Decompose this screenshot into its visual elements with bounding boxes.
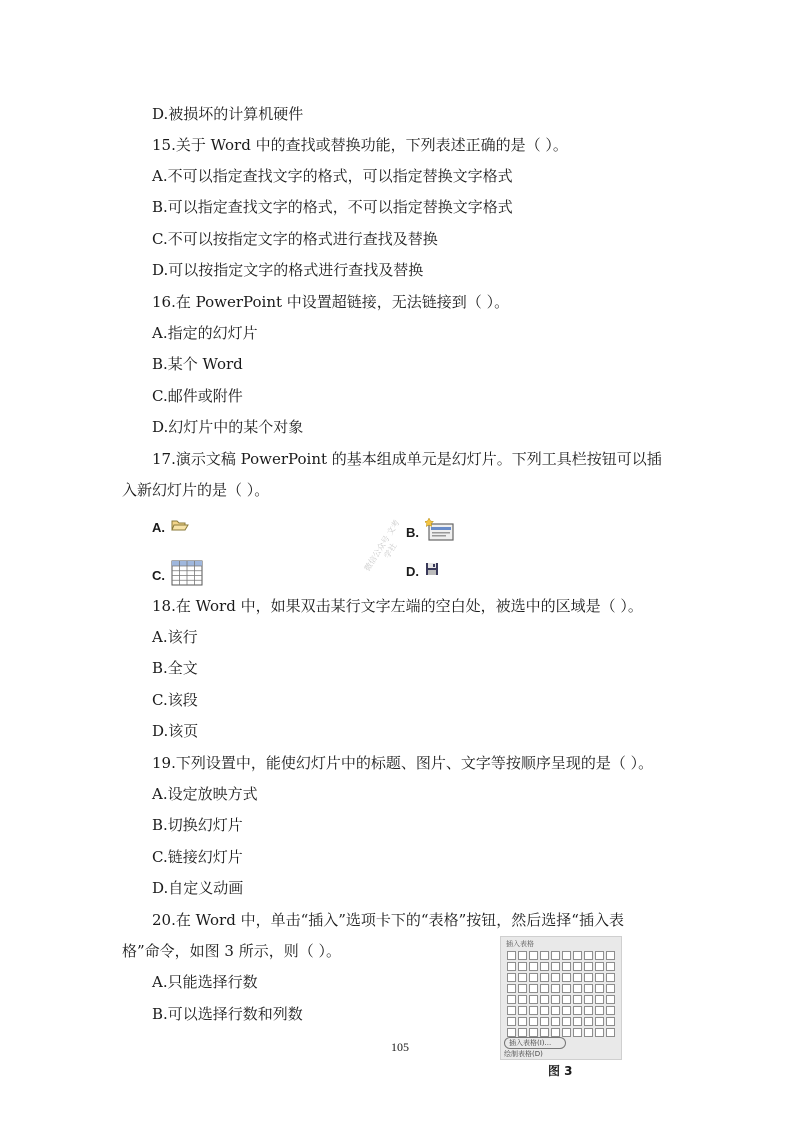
q17-option-b-label: B. [406,524,419,540]
q17-option-a-label: A. [152,519,165,535]
q19-stem: 19.下列设置中，能使幻灯片中的标题、图片、文字等按顺序呈现的是（ ）。 [152,754,654,772]
q17-option-c [152,560,203,591]
grid-cell [551,951,560,960]
q16-option-d: D.幻灯片中的某个对象 [152,418,304,436]
grid-cell [507,1017,516,1026]
grid-cell [584,995,593,1004]
grid-cell [606,995,615,1004]
grid-cell [529,951,538,960]
q18-option-d: D.该页 [152,722,199,740]
grid-cell [584,984,593,993]
grid-cell [584,1006,593,1015]
draw-table-menu-item: 绘制表格(D) [504,1050,543,1058]
grid-cell [507,973,516,982]
q16-option-c: C.邮件或附件 [152,387,243,405]
grid-cell [584,1017,593,1026]
q14-option-d: D.被损坏的计算机硬件 [152,105,304,123]
q19-option-c: C.链接幻灯片 [152,848,243,866]
grid-cell [551,973,560,982]
grid-cell [595,1017,604,1026]
grid-cell [595,1006,604,1015]
grid-cell [584,1028,593,1037]
q15-stem: 15.关于 Word 中的查找或替换功能，下列表述正确的是（ ）。 [152,136,568,154]
table-size-grid [507,951,615,1037]
grid-cell [573,951,582,960]
q20-option-a: A.只能选择行数 [152,973,258,991]
grid-cell [606,984,615,993]
grid-cell [573,984,582,993]
grid-cell [606,1028,615,1037]
grid-cell [573,995,582,1004]
grid-cell [540,1028,549,1037]
grid-cell [507,962,516,971]
q17-stem-line2: 入新幻灯片的是（ ）。 [122,481,270,499]
q15-option-b: B.可以指定查找文字的格式，不可以指定替换文字格式 [152,198,513,216]
grid-cell [562,1006,571,1015]
grid-cell [518,951,527,960]
grid-cell [562,973,571,982]
grid-cell [540,984,549,993]
q18-option-a: A.该行 [152,628,198,646]
table-grid-icon [171,560,203,591]
grid-cell [562,995,571,1004]
grid-cell [584,951,593,960]
grid-cell [562,951,571,960]
grid-cell [540,1017,549,1026]
grid-cell [562,984,571,993]
grid-cell [573,1028,582,1037]
q17-stem-line1: 17.演示文稿 PowerPoint 的基本组成单元是幻灯片。下列工具栏按钮可以插 [152,450,662,468]
q19-option-a: A.设定放映方式 [152,785,258,803]
grid-cell [507,995,516,1004]
grid-cell [573,962,582,971]
q18-option-c: C.该段 [152,691,198,709]
grid-cell [595,995,604,1004]
grid-cell [606,973,615,982]
grid-cell [551,1017,560,1026]
grid-cell [507,1006,516,1015]
q17-option-d-label: D. [406,563,419,579]
q20-stem-line1: 20.在 Word 中，单击“插入”选项卡下的“表格”按钮，然后选择“插入表 [152,911,624,929]
figure-title: 插入表格 [506,940,534,948]
grid-cell [595,1028,604,1037]
grid-cell [540,951,549,960]
grid-cell [540,973,549,982]
grid-cell [529,995,538,1004]
grid-cell [606,1017,615,1026]
q15-option-a: A.不可以指定查找文字的格式，可以指定替换文字格式 [152,167,513,185]
q16-option-a: A.指定的幻灯片 [152,324,258,342]
grid-cell [529,962,538,971]
q20-option-b: B.可以选择行数和列数 [152,1005,303,1023]
grid-cell [595,951,604,960]
grid-cell [540,1006,549,1015]
q15-option-d: D.可以按指定文字的格式进行查找及替换 [152,261,424,279]
grid-cell [584,973,593,982]
q17-option-a [152,518,189,537]
grid-cell [507,984,516,993]
grid-cell [518,962,527,971]
grid-cell [529,984,538,993]
grid-cell [518,1028,527,1037]
open-folder-icon [171,518,189,537]
watermark: 微信公众号 文考学社 [362,518,402,573]
grid-cell [551,1006,560,1015]
grid-cell [595,962,604,971]
grid-cell [562,1028,571,1037]
grid-cell [507,1028,516,1037]
grid-cell [595,984,604,993]
grid-cell [540,995,549,1004]
grid-cell [529,973,538,982]
grid-cell [518,995,527,1004]
insert-table-menu-item: 插入表格(I)... [504,1037,566,1049]
q19-option-b: B.切换幻灯片 [152,816,243,834]
grid-cell [518,1006,527,1015]
q16-option-b: B.某个 Word [152,355,243,373]
q16-stem: 16.在 PowerPoint 中设置超链接，无法链接到（ ）。 [152,293,510,311]
figure-caption: 图 3 [548,1064,573,1078]
q20-stem-line2: 格”命令，如图 3 所示，则（ ）。 [122,942,342,960]
grid-cell [518,984,527,993]
grid-cell [518,1017,527,1026]
q17-option-c-label: C. [152,567,165,583]
grid-cell [529,1028,538,1037]
page-number: 105 [391,1040,409,1054]
grid-cell [595,973,604,982]
grid-cell [551,984,560,993]
grid-cell [518,973,527,982]
grid-cell [507,951,516,960]
grid-cell [573,1006,582,1015]
grid-cell [584,962,593,971]
grid-cell [606,962,615,971]
q19-option-d: D.自定义动画 [152,879,244,897]
q18-option-b: B.全文 [152,659,198,677]
grid-cell [562,1017,571,1026]
grid-cell [551,962,560,971]
grid-cell [562,962,571,971]
grid-cell [573,973,582,982]
grid-cell [573,1017,582,1026]
grid-cell [540,962,549,971]
grid-cell [529,1017,538,1026]
grid-cell [529,1006,538,1015]
q18-stem: 18.在 Word 中，如果双击某行文字左端的空白处，被选中的区域是（ ）。 [152,597,643,615]
grid-cell [551,1028,560,1037]
q15-option-c: C.不可以按指定文字的格式进行查找及替换 [152,230,438,248]
grid-cell [551,995,560,1004]
grid-cell [606,1006,615,1015]
grid-cell [606,951,615,960]
